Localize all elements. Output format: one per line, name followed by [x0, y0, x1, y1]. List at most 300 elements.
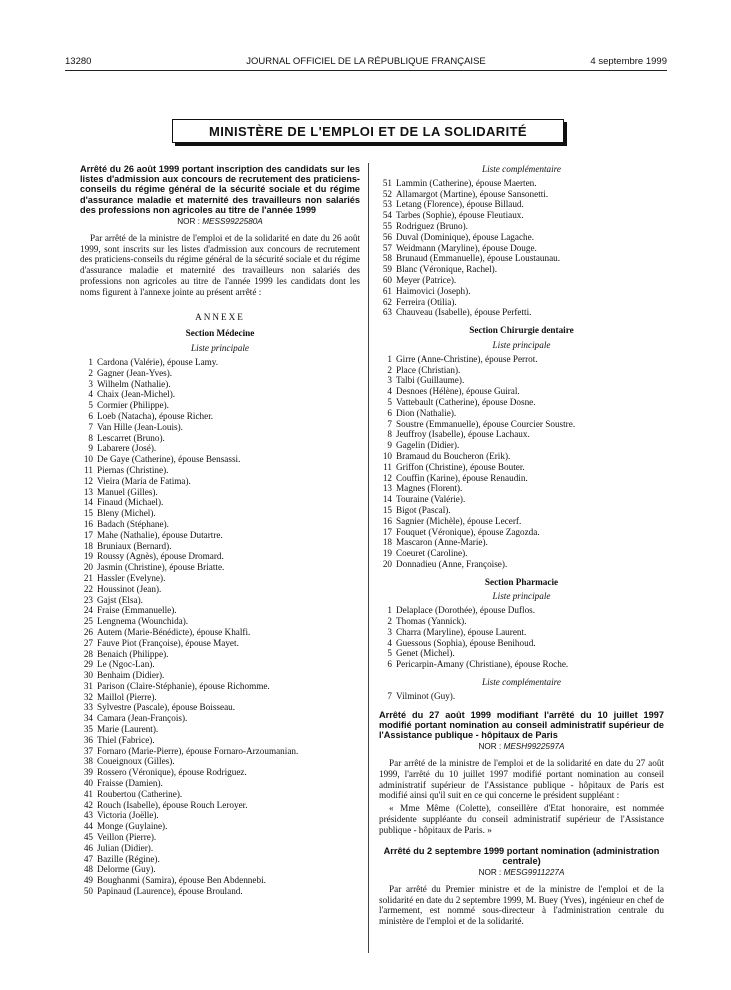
list-item-name: Autem (Marie-Bénédicte), épouse Khalfi. — [97, 626, 251, 637]
medecine-principale-list — [80, 357, 360, 897]
list-item — [379, 616, 664, 627]
list-item-name: Loeb (Natacha), épouse Richer. — [97, 410, 214, 421]
list-item-number: 57 — [382, 242, 392, 253]
list-item — [379, 275, 664, 286]
list-item — [80, 713, 360, 724]
list-item-number: 35 — [83, 724, 93, 735]
list-item-name: Cardona (Valérie), épouse Lamy. — [97, 356, 219, 367]
list-item-name: Guessous (Sophia), épouse Benihoud. — [396, 637, 536, 648]
list-item-number: 46 — [83, 842, 93, 853]
list-item-name: Delaplace (Dorothée), épouse Duflos. — [396, 605, 536, 616]
list-item — [80, 400, 360, 411]
list-item-number: 47 — [83, 853, 93, 864]
issue-date: 4 septembre 1999 — [590, 56, 667, 67]
list-item — [379, 253, 664, 264]
medecine-complementaire-title: Liste complémentaire — [481, 164, 561, 174]
list-item-name: Coeuret (Caroline). — [396, 548, 468, 559]
list-item-name: Van Hille (Jean-Louis). — [97, 421, 183, 432]
list-item — [80, 864, 360, 875]
list-item-number: 34 — [83, 713, 93, 724]
list-item — [379, 505, 664, 516]
list-item — [379, 419, 664, 430]
list-item-name: Lengnema (Wounchida). — [97, 616, 189, 627]
list-item-name: Monge (Guylaine). — [97, 821, 168, 832]
list-item-name: Pericarpin-Amany (Christiane), épouse Roche. — [396, 659, 569, 670]
list-item-name: Benhaim (Didier). — [97, 670, 165, 681]
list-item-number: 4 — [387, 386, 392, 397]
list-item — [80, 670, 360, 681]
arrete2-title: Arrêté du 27 août 1999 modifiant l'arrêté du 10 juillet 1997 modifié portant nomination au conseil administratif supérieur de l'Assistance publique - hôpitaux de Paris — [379, 709, 664, 741]
list-item-name: Lammin (Catherine), épouse Maerten. — [396, 177, 537, 188]
list-item-name: Desnoes (Hélène), épouse Guiral. — [396, 386, 520, 397]
list-item-number: 15 — [382, 504, 392, 515]
list-item-name: Jasmin (Christine), épouse Briatte. — [97, 562, 225, 573]
list-item — [80, 443, 360, 454]
list-item-name: Rodriguez (Bruno). — [396, 220, 468, 231]
list-item — [80, 465, 360, 476]
list-item-number: 41 — [83, 788, 93, 799]
left-column — [80, 164, 360, 897]
list-item-number: 63 — [382, 307, 392, 318]
list-item — [379, 605, 664, 616]
list-item-name: Rossero (Véronique), épouse Rodriguez. — [97, 767, 247, 778]
list-item — [80, 832, 360, 843]
list-item — [80, 659, 360, 670]
list-item — [80, 605, 360, 616]
list-item — [80, 627, 360, 638]
nor-label: NOR : — [177, 217, 200, 227]
list-item-number: 12 — [83, 475, 93, 486]
list-item-name: Roussy (Agnès), épouse Dromard. — [97, 551, 224, 562]
dentaire-principale-title: Liste principale — [492, 339, 551, 350]
list-item — [379, 397, 664, 408]
list-item-name: Badach (Stéphane). — [97, 518, 169, 529]
list-item-number: 56 — [382, 231, 392, 242]
list-item-name: Papinaud (Laurence), épouse Brouland. — [97, 886, 243, 897]
list-item-name: Vilminot (Guy). — [396, 690, 456, 701]
list-item-name: Jeuffroy (Isabelle), épouse Lachaux. — [396, 429, 530, 440]
list-item — [80, 735, 360, 746]
list-item — [379, 548, 664, 559]
list-item — [80, 562, 360, 573]
list-item-number: 6 — [88, 410, 93, 421]
page-number: 13280 — [65, 56, 92, 67]
list-item — [80, 379, 360, 390]
list-item-number: 7 — [88, 421, 93, 432]
list-item-number: 14 — [382, 494, 392, 505]
list-item — [379, 559, 664, 570]
list-item-number: 50 — [83, 886, 93, 897]
list-item-name: Bigot (Pascal). — [396, 504, 451, 515]
list-item-number: 12 — [382, 472, 392, 483]
list-item-name: Bleny (Michel). — [97, 508, 156, 519]
arrete2-quote: « Mme Même (Colette), conseillère d'Etat honoraire, est nommée présidente suppléante du conseil administratif supérieur de l'Assistance publique - hôpitaux de Paris. » — [379, 803, 664, 835]
list-item-name: Fraise (Emmanuelle). — [97, 605, 177, 616]
list-item-number: 59 — [382, 264, 392, 275]
list-item-number: 6 — [387, 659, 392, 670]
list-item-number: 55 — [382, 220, 392, 231]
list-item-number: 30 — [83, 670, 93, 681]
list-item — [80, 616, 360, 627]
list-item — [379, 264, 664, 275]
list-item-name: Girre (Anne-Christine), épouse Perrot. — [396, 353, 538, 364]
list-item — [80, 541, 360, 552]
list-item — [80, 821, 360, 832]
list-item-name: Weidmann (Maryline), épouse Douge. — [396, 242, 537, 253]
list-item-name: Piernas (Christine). — [97, 464, 169, 475]
list-item — [379, 451, 664, 462]
list-item-number: 7 — [387, 690, 392, 701]
list-item — [379, 365, 664, 376]
list-item-number: 20 — [382, 558, 392, 569]
annexe-heading: ANNEXE — [195, 311, 245, 322]
list-item-name: Sylvestre (Pascale), épouse Boisseau. — [97, 702, 236, 713]
list-item-name: Place (Christian). — [396, 364, 461, 375]
list-item-number: 18 — [83, 540, 93, 551]
list-item-name: Cormier (Philippe). — [97, 400, 169, 411]
list-item-number: 33 — [83, 702, 93, 713]
list-item-name: Gajst (Elsa). — [97, 594, 143, 605]
list-item — [80, 389, 360, 400]
list-item — [379, 232, 664, 243]
list-item-name: Parison (Claire-Stéphanie), épouse Richomme. — [97, 680, 270, 691]
list-item-number: 11 — [383, 461, 392, 472]
list-item-number: 48 — [83, 864, 93, 875]
list-item-number: 32 — [83, 691, 93, 702]
list-item — [80, 368, 360, 379]
list-item — [379, 199, 664, 210]
list-item-name: Bruniaux (Bernard). — [97, 540, 172, 551]
list-item-number: 19 — [382, 548, 392, 559]
list-item-name: Labarere (José). — [97, 443, 157, 454]
section-pharmacie-title: Section Pharmacie — [484, 576, 559, 587]
arrete3-nor — [379, 868, 664, 879]
list-item-name: Chauveau (Isabelle), épouse Perfetti. — [396, 307, 532, 318]
list-item-number: 2 — [387, 364, 392, 375]
list-item-number: 29 — [83, 659, 93, 670]
list-item-number: 5 — [387, 396, 392, 407]
list-item-name: Dion (Nathalie). — [396, 407, 457, 418]
list-item-number: 3 — [88, 378, 93, 389]
list-item-number: 20 — [83, 562, 93, 573]
list-item-name: Wilhelm (Nathalie). — [97, 378, 171, 389]
list-item-number: 26 — [83, 626, 93, 637]
list-item-number: 2 — [387, 616, 392, 627]
list-item-number: 54 — [382, 210, 392, 221]
list-item-number: 53 — [382, 199, 392, 210]
spacer — [379, 702, 664, 710]
list-item-name: Julian (Didier). — [97, 842, 154, 853]
list-item-number: 10 — [382, 450, 392, 461]
list-item-name: Brunaud (Emmanuelle), épouse Loustaunau. — [396, 253, 561, 264]
list-item-name: Magnes (Florent). — [396, 483, 463, 494]
list-item-name: Vattebault (Catherine), épouse Dosne. — [396, 396, 536, 407]
list-item-name: Fornaro (Marie-Pierre), épouse Fornaro-Arzoumanian. — [97, 745, 299, 756]
list-item-name: Roubertou (Catherine). — [97, 788, 183, 799]
list-item — [80, 854, 360, 865]
list-item-number: 24 — [83, 605, 93, 616]
list-item-number: 19 — [83, 551, 93, 562]
list-item — [80, 789, 360, 800]
list-item-name: Talbi (Guillaume). — [396, 375, 465, 386]
list-item-number: 1 — [387, 605, 392, 616]
list-item-number: 1 — [387, 353, 392, 364]
column-divider — [368, 163, 369, 953]
list-item-name: Le (Ngoc-Lan). — [97, 659, 155, 670]
list-item — [379, 243, 664, 254]
running-header — [65, 56, 667, 70]
list-item-name: Mahe (Nathalie), épouse Dutartre. — [97, 529, 223, 540]
list-item-name: Donnadieu (Anne, Françoise). — [396, 558, 508, 569]
list-item-name: Victoria (Joëlle). — [97, 810, 159, 821]
list-item — [379, 691, 664, 702]
list-item-number: 10 — [83, 454, 93, 465]
list-item — [80, 476, 360, 487]
list-item-number: 42 — [83, 799, 93, 810]
list-item-name: Sagnier (Michèle), épouse Lecerf. — [396, 515, 522, 526]
medecine-principale-title: Liste principale — [191, 343, 249, 354]
list-item-name: Boughanmi (Samira), épouse Ben Abdennebi. — [97, 875, 266, 886]
list-item-name: Hassler (Evelyne). — [97, 572, 166, 583]
list-item-number: 61 — [382, 285, 392, 296]
list-item-name: Coueignoux (Gilles). — [97, 756, 175, 767]
list-item-name: Finaud (Michael). — [97, 497, 164, 508]
pharmacie-complementaire-title: Liste complémentaire — [481, 677, 561, 688]
list-item-number: 14 — [83, 497, 93, 508]
list-item-number: 44 — [83, 821, 93, 832]
list-item — [379, 483, 664, 494]
list-item — [80, 810, 360, 821]
list-item — [80, 422, 360, 433]
list-item-number: 9 — [387, 440, 392, 451]
list-item-number: 2 — [88, 367, 93, 378]
list-item-number: 27 — [83, 637, 93, 648]
arrete1-title: Arrêté du 26 août 1999 portant inscription des candidats sur les listes d'admission aux concours de recrutement des praticiens-conseils du régime général de la sécurité sociale et du régime d'assurance maladie et maternité des travailleurs non salariés des professions non agricoles au titre de l'année 1999 — [80, 164, 360, 215]
arrete2-body: Par arrêté de la ministre de l'emploi et de la solidarité en date du 27 août 1999, l'arrêté du 10 juillet 1997 modifié portant nomination au conseil administratif supérieur de l'Assistance publique - hôpitaux de Paris est modifié ainsi qu'il suit en ce qui concerne le président suppléant : — [379, 758, 664, 801]
list-item-number: 13 — [83, 486, 93, 497]
list-item — [80, 843, 360, 854]
list-item — [80, 551, 360, 562]
list-item — [379, 375, 664, 386]
nor-label: NOR : — [478, 868, 502, 878]
list-item-name: Griffon (Christine), épouse Bouter. — [396, 461, 525, 472]
list-item — [379, 408, 664, 419]
list-item-name: Haimovici (Joseph). — [396, 285, 471, 296]
list-item-number: 40 — [83, 778, 93, 789]
list-item-number: 16 — [382, 515, 392, 526]
list-item-number: 37 — [83, 745, 93, 756]
list-item-name: Genet (Michel). — [396, 648, 455, 659]
list-item — [379, 659, 664, 670]
list-item-number: 18 — [382, 537, 392, 548]
list-item-name: Gagner (Jean-Yves). — [97, 367, 173, 378]
pharmacie-principale-title: Liste principale — [492, 591, 551, 602]
list-item — [379, 473, 664, 484]
list-item-number: 38 — [83, 756, 93, 767]
list-item-name: Chaix (Jean-Michel). — [97, 389, 176, 400]
list-item — [80, 573, 360, 584]
arrete2-nor — [379, 742, 664, 753]
ministry-heading — [172, 119, 564, 143]
list-item-number: 7 — [387, 418, 392, 429]
arrete1-nor — [80, 217, 360, 228]
nor-code: MESS9922580A — [202, 217, 263, 227]
list-item-name: Thiel (Fabrice). — [97, 734, 155, 745]
list-item-name: Maillol (Pierre). — [97, 691, 157, 702]
list-item-number: 60 — [382, 274, 392, 285]
spacer — [379, 838, 664, 846]
section-dentaire-title: Section Chirurgie dentaire — [469, 325, 574, 336]
right-column — [379, 164, 664, 929]
list-item — [379, 354, 664, 365]
list-item-name: Meyer (Patrice). — [396, 274, 457, 285]
list-item-name: Vieira (Maria de Fatima). — [97, 475, 191, 486]
journal-title: JOURNAL OFFICIEL DE LA RÉPUBLIQUE FRANÇAISE — [246, 56, 486, 67]
list-item-number: 21 — [83, 572, 93, 583]
list-item — [379, 494, 664, 505]
list-item-name: Fraisse (Damien). — [97, 778, 163, 789]
list-item — [379, 286, 664, 297]
list-item — [80, 778, 360, 789]
list-item-number: 22 — [83, 583, 93, 594]
list-item-number: 3 — [387, 375, 392, 386]
list-item-number: 28 — [83, 648, 93, 659]
list-item — [80, 681, 360, 692]
list-item — [80, 357, 360, 368]
list-item-name: Fouquet (Véronique), épouse Zagozda. — [396, 526, 540, 537]
list-item-name: Charra (Maryline), épouse Laurent. — [396, 626, 527, 637]
list-item — [80, 433, 360, 444]
list-item — [379, 638, 664, 649]
list-item-number: 17 — [83, 529, 93, 540]
list-item-number: 8 — [88, 432, 93, 443]
list-item-name: Manuel (Gilles). — [97, 486, 158, 497]
list-item-name: Touraine (Valérie). — [396, 494, 466, 505]
nor-code: MESG9911227A — [503, 868, 565, 878]
list-item-name: Thomas (Yannick). — [396, 616, 467, 627]
arrete3-body: Par arrêté du Premier ministre et de la ministre de l'emploi et de la solidarité en date du 2 septembre 1999, M. Buey (Yves), ingénieur en chef de l'armement, est nommé sous-directeur à l'administration centrale du ministère de l'emploi et de la solidarité. — [379, 883, 664, 927]
list-item-number: 25 — [83, 616, 93, 627]
list-item — [379, 386, 664, 397]
list-item — [80, 530, 360, 541]
list-item-name: Benaich (Philippe). — [97, 648, 169, 659]
list-item-name: Mascaron (Anne-Marie). — [396, 537, 488, 548]
list-item-number: 17 — [382, 526, 392, 537]
list-item — [80, 767, 360, 778]
list-item-name: Lescarret (Bruno). — [97, 432, 165, 443]
list-item — [379, 527, 664, 538]
list-item-name: Bramaud du Boucheron (Erik). — [396, 450, 511, 461]
list-item-number: 4 — [88, 389, 93, 400]
list-item-number: 11 — [84, 464, 93, 475]
nor-code: MESH9922597A — [503, 742, 565, 752]
list-item-name: Soustre (Emmanuelle), épouse Courcier Soustre. — [396, 418, 576, 429]
list-item — [379, 462, 664, 473]
list-item — [379, 429, 664, 440]
list-item-name: Tarbes (Sophie), épouse Fleutiaux. — [396, 210, 524, 221]
list-item — [80, 519, 360, 530]
list-item-name: De Gaye (Catherine), épouse Bensassi. — [97, 454, 241, 465]
list-item-name: Fauve Piot (Françoise), épouse Mayet. — [97, 637, 239, 648]
list-item — [80, 692, 360, 703]
list-item-name: Houssinot (Jean). — [97, 583, 162, 594]
list-item — [379, 648, 664, 659]
list-item-name: Gagelin (Didier). — [396, 440, 460, 451]
list-item-number: 31 — [83, 680, 93, 691]
ministry-title: MINISTÈRE DE L'EMPLOI ET DE LA SOLIDARITÉ — [208, 123, 528, 139]
list-item-name: Duval (Dominique), épouse Lagache. — [396, 231, 535, 242]
list-item — [80, 411, 360, 422]
list-item-number: 5 — [387, 648, 392, 659]
list-item-number: 51 — [382, 177, 392, 188]
list-item-number: 43 — [83, 810, 93, 821]
list-item-name: Delorme (Guy). — [97, 864, 156, 875]
list-item-number: 3 — [387, 626, 392, 637]
list-item-number: 8 — [387, 429, 392, 440]
list-item — [379, 627, 664, 638]
list-item-number: 62 — [382, 296, 392, 307]
list-item-number: 5 — [88, 400, 93, 411]
list-item-number: 23 — [83, 594, 93, 605]
list-item-number: 16 — [83, 518, 93, 529]
dentaire-principale-list — [379, 354, 664, 570]
list-item — [80, 487, 360, 498]
list-item — [379, 210, 664, 221]
list-item-name: Bazille (Régine). — [97, 853, 160, 864]
list-item — [80, 497, 360, 508]
list-item — [80, 584, 360, 595]
list-item — [80, 886, 360, 897]
list-item-number: 52 — [382, 188, 392, 199]
list-item — [379, 221, 664, 232]
list-item — [80, 638, 360, 649]
list-item — [379, 516, 664, 527]
list-item-name: Couffin (Karine), épouse Renaudin. — [396, 472, 528, 483]
list-item — [379, 440, 664, 451]
list-item — [80, 649, 360, 660]
list-item — [379, 297, 664, 308]
list-item-name: Blanc (Véronique, Rachel). — [396, 264, 498, 275]
list-item-number: 58 — [382, 253, 392, 264]
pharmacie-principale-list — [379, 605, 664, 670]
list-item-number: 1 — [88, 356, 93, 367]
arrete3-title: Arrêté du 2 septembre 1999 portant nomination (administration centrale) — [383, 845, 660, 866]
arrete1-body: Par arrêté de la ministre de l'emploi et de la solidarité en date du 26 août 1999, sont inscrits sur les listes d'admission aux concours de recrutement des praticiens-conseils du régime général de la sécurité sociale et du régime d'assurance maladie et maternité des travailleurs non salariés des professions non agricoles au titre de l'année 1999 les candidats dont les noms figurent à l'annexe jointe au présent arrêté : — [80, 232, 360, 297]
list-item-number: 36 — [83, 734, 93, 745]
list-item — [80, 746, 360, 757]
list-item-name: Ferreira (Otilia). — [396, 296, 457, 307]
list-item-number: 13 — [382, 483, 392, 494]
list-item — [80, 702, 360, 713]
list-item — [80, 595, 360, 606]
list-item — [379, 307, 664, 318]
list-item — [379, 537, 664, 548]
list-item — [379, 178, 664, 189]
list-item-number: 6 — [387, 407, 392, 418]
list-item — [80, 875, 360, 886]
list-item-name: Letang (Florence), épouse Billaud. — [396, 199, 524, 210]
list-item — [80, 454, 360, 465]
list-item-number: 45 — [83, 832, 93, 843]
list-item-number: 15 — [83, 508, 93, 519]
list-item-name: Allamargot (Martine), épouse Sansonetti. — [396, 188, 549, 199]
list-item-number: 39 — [83, 767, 93, 778]
list-item-name: Veillon (Pierre). — [97, 832, 157, 843]
list-item-number: 49 — [83, 875, 93, 886]
list-item — [379, 189, 664, 200]
list-item — [80, 756, 360, 767]
section-medecine-title: Section Médecine — [185, 328, 255, 339]
